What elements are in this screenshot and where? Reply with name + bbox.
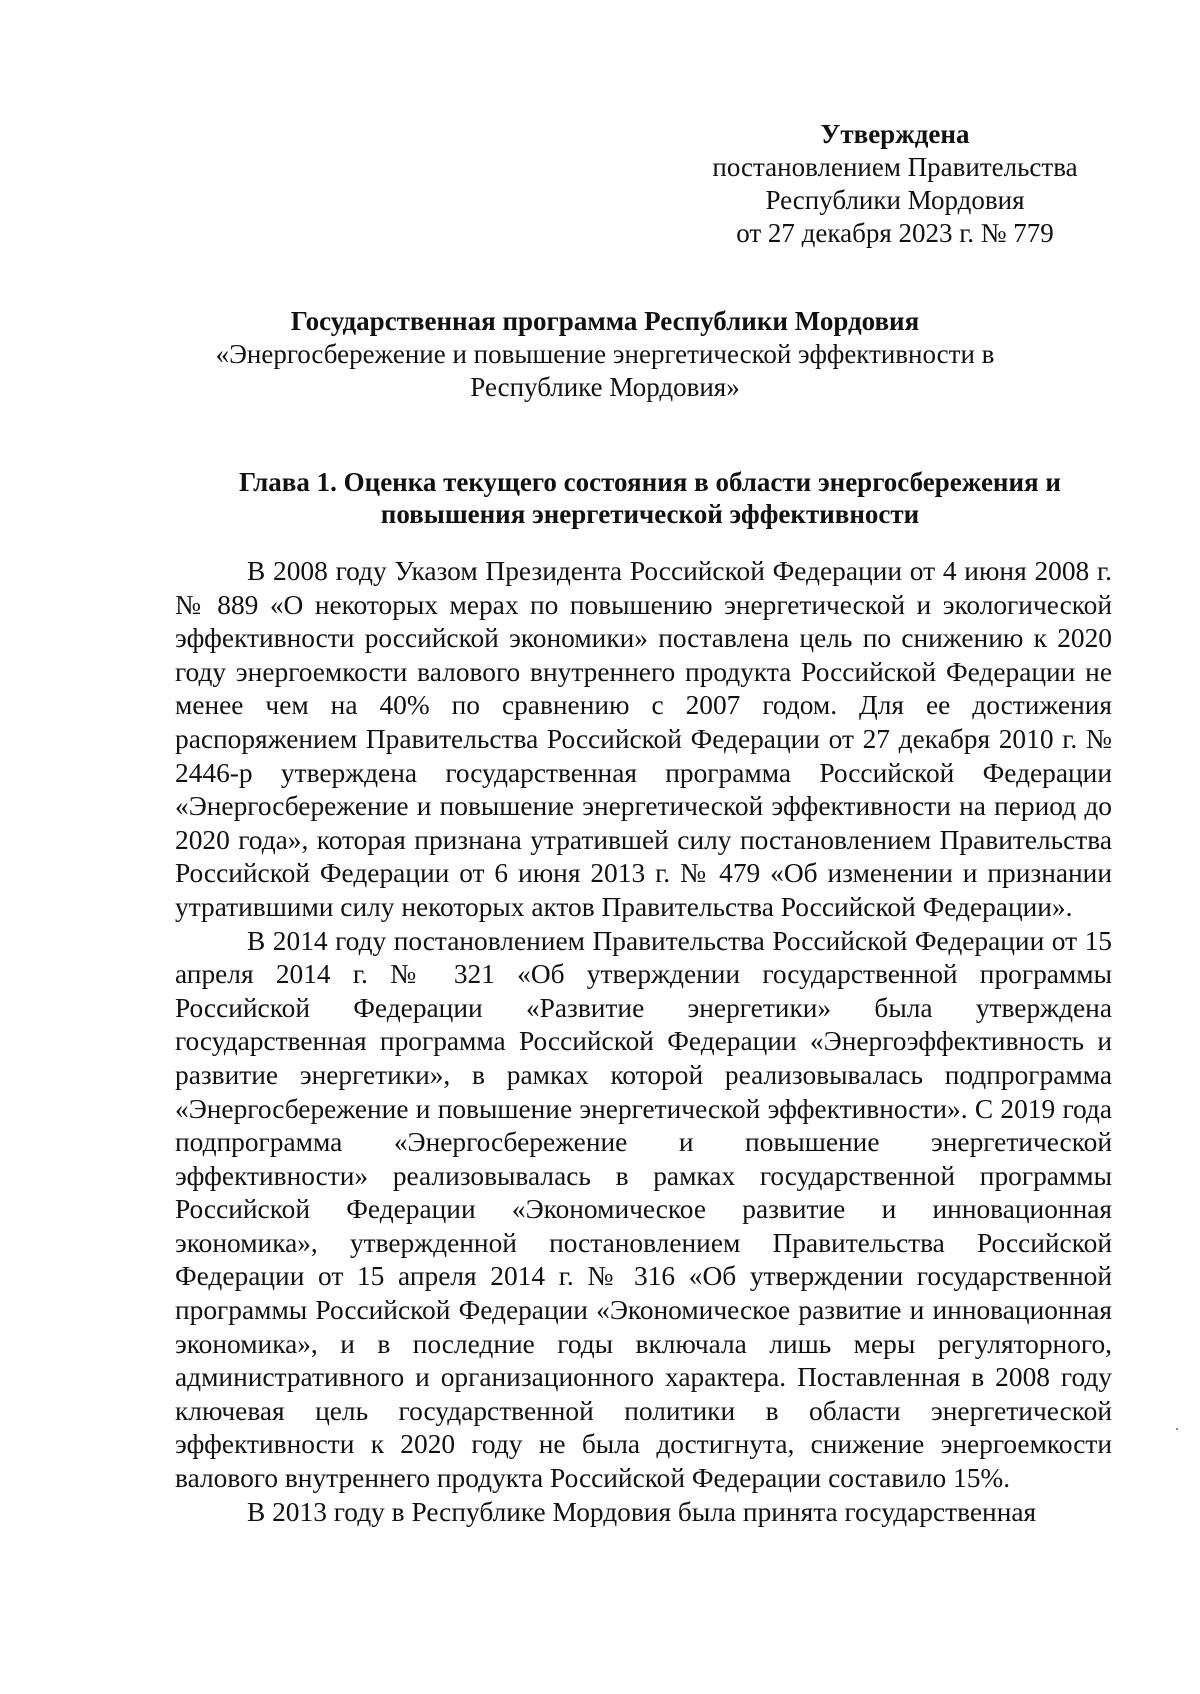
approval-line-3: от 27 декабря 2023 г. № 779: [736, 218, 1054, 248]
body-text: [175, 555, 1112, 1529]
approval-line-1: постановлением Правительства: [712, 152, 1078, 182]
paragraph-2: В 2014 году постановлением Правительства Российской Федерации от 15 апреля 2014 г. № 321 «Об утверждении государственной программы Российской Федерации «Развитие энергетики» была утверждена государственная программа Российской Федерации «Энергоэффективность и развитие энергетики», в рамках которой реализовывалась подпрограмма «Энергосбережение и повышение энергетической эффективности». С 2019 года подпрограмма «Энергосбережение и повышение энергетической эффективности» реализовывалась в рамках государственной программы Российской Федерации «Экономическое развитие и инновационная экономика», утвержденной постановлением Правительства Российской Федерации от 15 апреля 2014 г. № 316 «Об утверждении государственной программы Российской Федерации «Экономическое развитие и инновационная экономика», и в последние годы включала лишь меры регуляторного, административного и организационного характера. Поставленная в 2008 году ключевая цель государственной политики в области энергетической эффективности к 2020 году не была достигнута, снижение энергоемкости валового внутреннего продукта Российской Федерации составило 15%.: [175, 925, 1112, 1494]
approval-heading: Утверждена: [820, 119, 970, 149]
program-subtitle-line-1: «Энергосбережение и повышение энергетической эффективности в: [215, 339, 995, 369]
approval-line-2: Республики Мордовия: [765, 185, 1025, 215]
program-name: Государственная программа Республики Мордовия: [290, 306, 920, 336]
program-subtitle-line-2: Республике Мордовия»: [470, 372, 740, 402]
chapter-heading-line-1: Глава 1. Оценка текущего состояния в области энергосбережения и: [239, 467, 1061, 497]
scan-speck: [1176, 1428, 1178, 1430]
approval-stamp: [690, 118, 1100, 250]
chapter-heading: [210, 466, 1090, 530]
paragraph-1: В 2008 году Указом Президента Российской Федерации от 4 июня 2008 г. № 889 «О некоторых мерах по повышению энергетической и экологической эффективности российской экономики» поставлена цель по снижению к 2020 году энергоемкости валового внутреннего продукта Российской Федерации не менее чем на 40% по сравнению с 2007 годом. Для ее достижения распоряжением Правительства Российской Федерации от 27 декабря 2010 г. № 2446-р утверждена государственная программа Российской Федерации «Энергосбережение и повышение энергетической эффективности на период до 2020 года», которая признана утратившей силу постановлением Правительства Российской Федерации от 6 июня 2013 г. № 479 «Об изменении и признании утратившими силу некоторых актов Правительства Российской Федерации».: [175, 556, 1112, 922]
paragraph-3: В 2013 году в Республике Мордовия была принята государственная: [247, 1496, 1037, 1527]
chapter-heading-line-2: повышения энергетической эффективности: [380, 499, 920, 529]
program-title-block: [170, 305, 1040, 404]
